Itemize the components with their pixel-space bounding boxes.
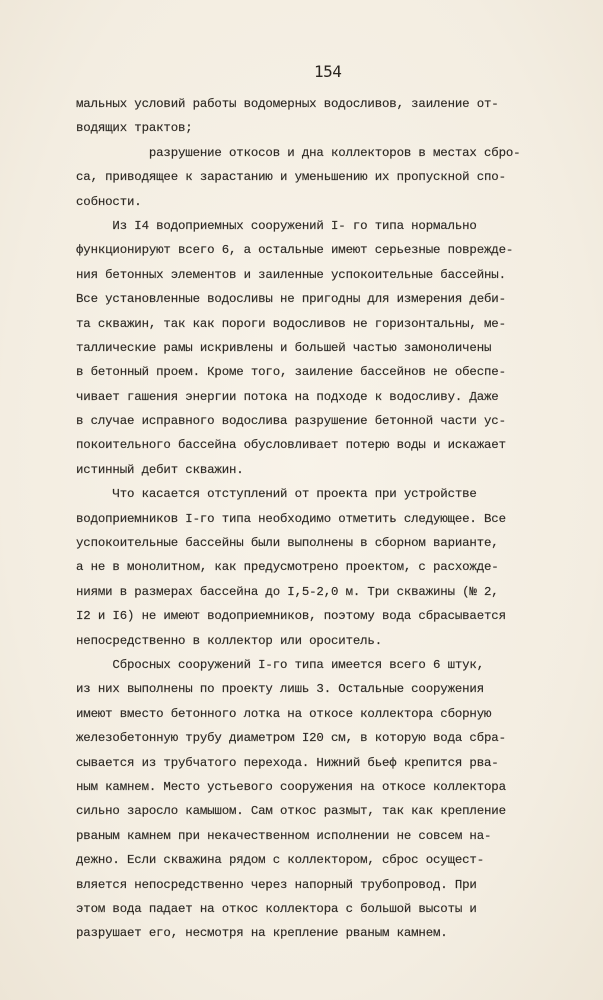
text-line: разрушает его, несмотря на крепление рваным камнем.: [76, 926, 448, 941]
text-line: ния бетонных элементов и заиленные успокоительные бассейны.: [76, 267, 506, 282]
text-line: рваным камнем при некачественном исполнении не совсем на-: [76, 828, 492, 843]
text-line: ным камнем. Место устьевого сооружения на откосе коллектора: [76, 779, 506, 794]
text-line: собности.: [76, 194, 142, 209]
body-text: [76, 92, 566, 946]
text-line: из них выполнены по проекту лишь 3. Остальные сооружения: [76, 682, 484, 697]
text-line: таллические рамы искривлены и большей частью замоноличены: [76, 340, 492, 355]
text-line: водящих трактов;: [76, 121, 193, 136]
text-line: покоительного бассейна обусловливает потерю воды и искажает: [76, 438, 506, 453]
text-line: Все установленные водосливы не пригодны для измерения деби-: [76, 292, 506, 307]
text-line: непосредственно в коллектор или ороситель.: [76, 633, 382, 648]
text-line: та скважин, так как пороги водосливов не горизонтальны, ме-: [76, 316, 506, 331]
text-line: са, приводящее к зарастанию и уменьшению их пропускной спо-: [76, 170, 506, 185]
text-line: железобетонную трубу диаметром I20 см, в которую вода сбра-: [76, 731, 506, 746]
text-line: успокоительные бассейны были выполнены в сборном варианте,: [76, 536, 499, 551]
text-line: имеют вместо бетонного лотка на откосе коллектора сборную: [76, 706, 492, 721]
text-line: этом вода падает на откос коллектора с большой высоты и: [76, 901, 477, 916]
text-line: сильно заросло камышом. Сам откос размыт, так как крепление: [76, 804, 506, 819]
text-line: Из I4 водоприемных сооружений I- го типа нормально: [76, 218, 477, 233]
text-line: вляется непосредственно через напорный трубопровод. При: [76, 877, 477, 892]
text-line: в случае исправного водослива разрушение бетонной части ус-: [76, 414, 506, 429]
text-line: разрушение откосов и дна коллекторов в местах сбро-: [76, 145, 521, 160]
text-line: чивает гашения энергии потока на подходе к водосливу. Даже: [76, 389, 499, 404]
text-line: Сбросных сооружений I-го типа имеется всего 6 штук,: [76, 657, 484, 672]
page-number: 154: [314, 62, 342, 81]
text-line: а не в монолитном, как предусмотрено проектом, с расхожде-: [76, 560, 499, 575]
text-line: ниями в размерах бассейна до I,5-2,0 м. Три скважины (№ 2,: [76, 584, 499, 599]
text-line: сывается из трубчатого перехода. Нижний бьеф крепится рва-: [76, 755, 499, 770]
text-line: мальных условий работы водомерных водосливов, заиление от-: [76, 97, 499, 111]
text-line: функционируют всего 6, а остальные имеют серьезные поврежде-: [76, 243, 514, 258]
text-line: истинный дебит скважин.: [76, 462, 244, 477]
text-line: дежно. Если скважина рядом с коллектором, сброс осущест-: [76, 853, 484, 868]
text-line: водоприемников I-го типа необходимо отметить следующее. Все: [76, 511, 506, 526]
text-line: I2 и I6) не имеют водоприемников, поэтому вода сбрасывается: [76, 609, 506, 624]
text-line: Что касается отступлений от проекта при устройстве: [76, 487, 477, 502]
text-line: в бетонный проем. Кроме того, заиление бассейнов не обеспе-: [76, 365, 506, 380]
